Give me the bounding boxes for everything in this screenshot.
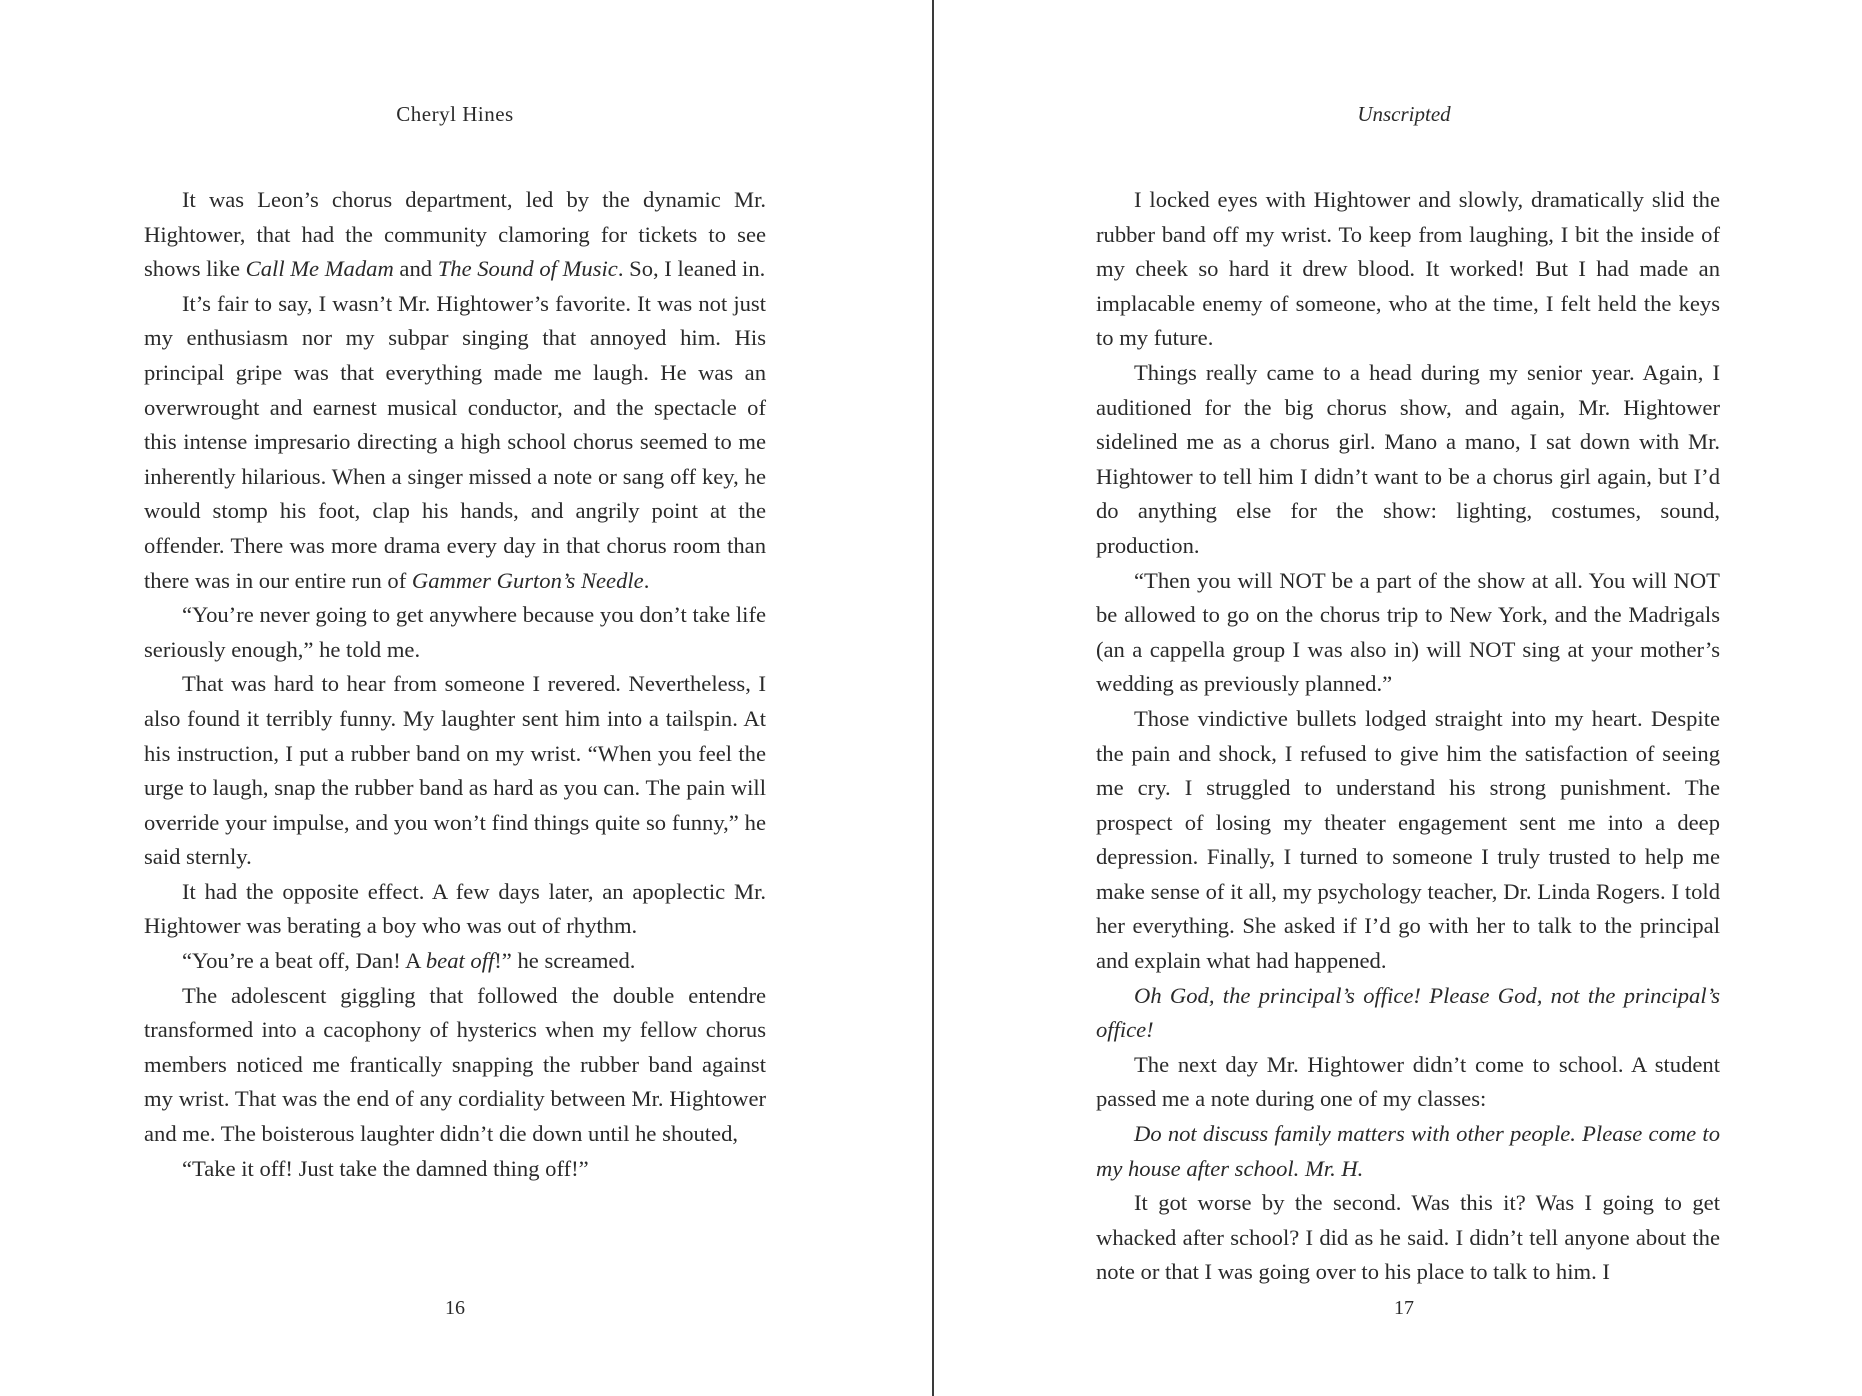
paragraph: “Take it off! Just take the damned thing off!” [182, 1155, 589, 1181]
paragraph: It had the opposite effect. A few days later, an apoplectic Mr. Hightower was berating a boy who was out of rhythm. [144, 878, 766, 939]
paragraph [144, 183, 766, 287]
paragraph [144, 944, 766, 979]
paragraph: The next day Mr. Hightower didn’t come to school. A student passed me a note during one of my classes: [1096, 1051, 1720, 1112]
italic-title: The Sound of Music [437, 256, 618, 282]
page-number: 17 [1394, 1297, 1414, 1319]
paragraph: “Then you will NOT be a part of the show at all. You will NOT be allowed to go on the chorus trip to New York, and the Madrigals (an a cappella group I was also in) will NOT sing at your mother’s wedding as previously planned.” [1096, 567, 1720, 697]
running-head-title: Unscripted [1357, 102, 1451, 126]
italic-title: Call Me Madam [245, 256, 394, 282]
italic-note: Do not discuss family matters with other people. Please come to my house after school. Mr. H. [1096, 1121, 1720, 1181]
text-run: It’s fair to say, I wasn’t Mr. Hightower’s favorite. It was not just my enthusiasm nor my subpar singing that annoyed him. His principal gripe was that everything made me laugh. He was an overwrought and earnest musical conductor, and the spectacle of this intense impresario directing a high school chorus seemed to me inherently hilarious. When a singer missed a note or sang off key, he would stomp his foot, clap his hands, and angrily point at the offender. There was more drama every day in that chorus room than there was in our entire run of [144, 290, 766, 593]
right-page-body [1096, 183, 1720, 1290]
page-number: 16 [445, 1297, 465, 1319]
left-page [0, 0, 930, 1396]
paragraph: It got worse by the second. Was this it? Was I going to get whacked after school? I did as he said. I didn’t tell anyone about the note or that I was going over to his place to talk to him. I [1096, 1190, 1720, 1285]
italic-thought: Oh God, the principal’s office! Please God, not the principal’s office! [1096, 982, 1720, 1043]
right-page [934, 0, 1862, 1396]
paragraph [144, 287, 766, 598]
text-run: . [643, 567, 650, 593]
text-run: “You’re a beat off, Dan! A [182, 948, 426, 974]
text-run: !” he screamed. [494, 948, 636, 974]
paragraph: I locked eyes with Hightower and slowly, dramatically slid the rubber band off my wrist. To keep from laughing, I bit the inside of my cheek so hard it drew blood. It worked! But I had made an implacable enemy of someone, who at the time, I felt held the keys to my future. [1096, 187, 1720, 351]
paragraph: Those vindictive bullets lodged straight into my heart. Despite the pain and shock, I refused to give him the satisfaction of seeing me cry. I struggled to understand his strong punishment. The prospect of losing my theater engagement sent me into a deep depression. Finally, I turned to someone I truly trusted to help me make sense of it all, my psychology teacher, Dr. Linda Rogers. I told her everything. She asked if I’d go with her to talk to the principal and explain what had happened. [1096, 705, 1720, 974]
italic-title: Gammer Gurton’s Needle [411, 567, 644, 593]
italic-emphasis: beat off [425, 948, 495, 974]
running-head-author: Cheryl Hines [396, 102, 514, 126]
text-run: It was Leon’s chorus department, led by the dynamic Mr. Hightower, that had the community clamoring for tickets to see shows like [144, 187, 766, 282]
paragraph: The adolescent giggling that followed the double entendre transformed into a cacophony of hysterics when my fellow chorus members noticed me frantically snapping the rubber band against my wrist. That was the end of any cordiality between Mr. Hightower and me. The boisterous laughter didn’t die down until he shouted, [144, 982, 766, 1147]
paragraph: That was hard to hear from someone I revered. Nevertheless, I also found it terribly funny. My laughter sent him into a tailspin. At his instruction, I put a rubber band on my wrist. “When you feel the urge to laugh, snap the rubber band as hard as you can. The pain will override your impulse, and you won’t find things quite so funny,” he said sternly. [144, 671, 766, 870]
paragraph: “You’re never going to get anywhere because you don’t take life seriously enough,” he told me. [144, 602, 766, 662]
text-run: and [393, 256, 438, 282]
paragraph: Things really came to a head during my senior year. Again, I auditioned for the big chorus show, and again, Mr. Hightower sidelined me as a chorus girl. Mano a mano, I sat down with Mr. Hightower to tell him I didn’t want to be a chorus girl again, but I’d do anything else for the show: lighting, costumes, sound, production. [1096, 359, 1720, 558]
left-page-body [144, 183, 766, 1186]
text-run: . So, I leaned in. [617, 256, 766, 282]
